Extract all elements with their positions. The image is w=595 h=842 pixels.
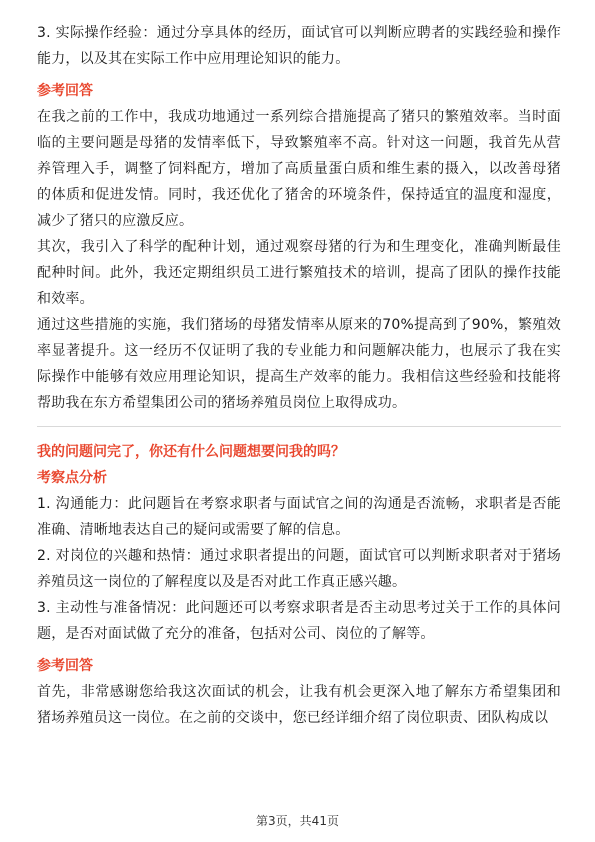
analysis-heading: 考察点分析 <box>37 470 107 486</box>
reference-answer-heading-2: 参考回答 <box>37 658 93 674</box>
answer-paragraph-3: 通过这些措施的实施，我们猪场的母猪发情率从原来的70%提高到了90%，繁殖效率显著提升。这一经历不仅证明了我的专业能力和问题解决能力，也展示了我在实际操作中能够有效应用理论知识，提高生产效率的能力。我相信这些经验和技能将帮助我在东方希望集团公司的猪场养殖员岗位上取得成功。 <box>37 317 561 411</box>
answer-paragraph-2: 其次，我引入了科学的配种计划，通过观察母猪的行为和生理变化，准确判断最佳配种时间。此外，我还定期组织员工进行繁殖技术的培训，提高了团队的操作技能和效率。 <box>37 239 561 307</box>
analysis-item-2: 2. 对岗位的兴趣和热情：通过求职者提出的问题，面试官可以判断求职者对于猪场养殖员这一岗位的了解程度以及是否对此工作真正感兴趣。 <box>37 548 561 590</box>
analysis-item-3b: 3. 主动性与准备情况：此问题还可以考察求职者是否主动思考过关于工作的具体问题，是否对面试做了充分的准备，包括对公司、岗位的了解等。 <box>37 600 561 642</box>
analysis-item-1: 1. 沟通能力：此问题旨在考察求职者与面试官之间的沟通是否流畅，求职者是否能准确、清晰地表达自己的疑问或需要了解的信息。 <box>37 496 561 538</box>
document-page <box>37 20 561 731</box>
page-number: 第3页，共41页 <box>256 814 339 828</box>
analysis-item-3: 3. 实际操作经验：通过分享具体的经历，面试官可以判断应聘者的实践经验和操作能力，以及其在实际工作中应用理论知识的能力。 <box>37 25 561 67</box>
answer-paragraph-4: 首先，非常感谢您给我这次面试的机会，让我有机会更深入地了解东方希望集团和猪场养殖员这一岗位。在之前的交谈中，您已经详细介绍了岗位职责、团队构成以 <box>37 684 561 726</box>
section-divider <box>37 426 561 427</box>
reference-answer-heading: 参考回答 <box>37 83 93 99</box>
question-heading: 我的问题问完了，你还有什么问题想要问我的吗？ <box>37 444 345 460</box>
answer-paragraph-1: 在我之前的工作中，我成功地通过一系列综合措施提高了猪只的繁殖效率。当时面临的主要问题是母猪的发情率低下，导致繁殖率不高。针对这一问题，我首先从营养管理入手，调整了饲料配方，增加了高质量蛋白质和维生素的摄入，以改善母猪的体质和促进发情。同时，我还优化了猪舍的环境条件，保持适宜的温度和湿度，减少了猪只的应激反应。 <box>37 109 561 229</box>
